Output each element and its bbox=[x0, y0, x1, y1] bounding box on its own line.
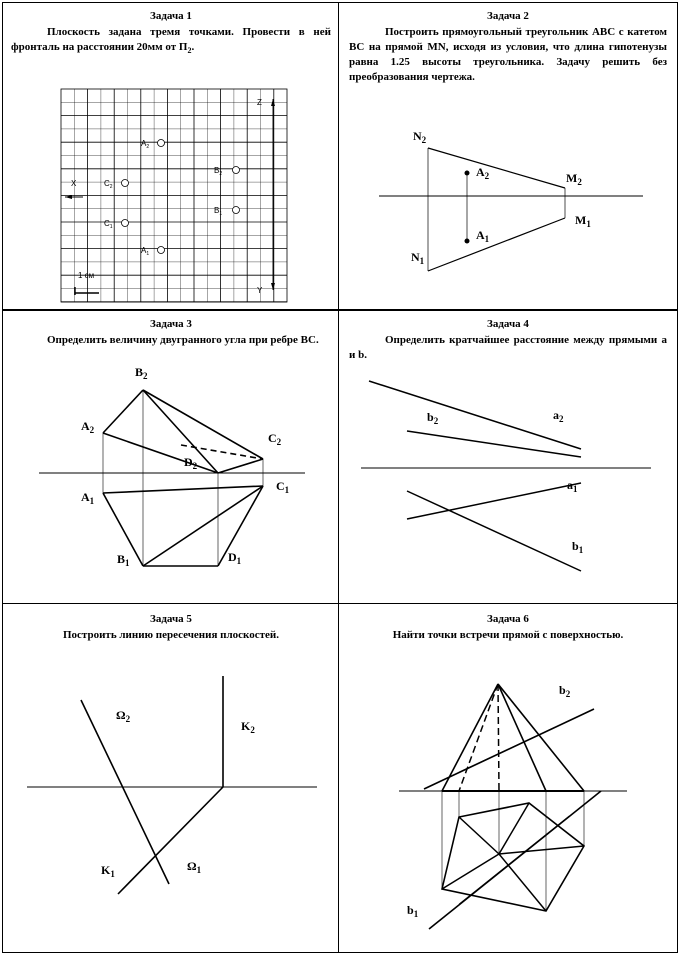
point-a2-label: A bbox=[141, 139, 147, 148]
point-b1-label: B bbox=[214, 206, 220, 215]
label-m1: M bbox=[575, 213, 587, 227]
svg-text:M1: $M_1$ bbox=[575, 213, 591, 229]
svg-text:B2: $B_2$ bbox=[214, 166, 223, 177]
svg-text:A1: $A_1$ bbox=[476, 228, 490, 244]
label-b2: B bbox=[135, 365, 144, 379]
task-3-text: Определить величину двугранного угла при ребре ВС. bbox=[47, 334, 319, 346]
label-a2: A bbox=[81, 419, 90, 433]
base-top bbox=[442, 803, 584, 911]
point-a1-label: A bbox=[141, 246, 147, 255]
task-6-cell bbox=[338, 603, 678, 953]
y-arrow bbox=[271, 283, 275, 290]
task-2-drawing bbox=[339, 3, 679, 311]
y-label: Y bbox=[257, 286, 263, 295]
task-1-title: Задача 1 bbox=[150, 10, 192, 22]
line-a1 bbox=[407, 483, 581, 519]
label-a1: A bbox=[476, 228, 485, 242]
task-5-cell bbox=[2, 603, 340, 953]
point-a1 bbox=[158, 247, 165, 254]
label-c1: C bbox=[276, 479, 285, 493]
line-n1m1 bbox=[428, 218, 565, 271]
point-a2 bbox=[465, 171, 470, 176]
label-c2: C bbox=[268, 431, 277, 445]
point-c1 bbox=[122, 220, 129, 227]
point-c2 bbox=[122, 180, 129, 187]
label-a1: a bbox=[567, 478, 573, 492]
svg-text:A2: $A_2$ bbox=[476, 165, 490, 181]
svg-text:C2: $C_2$ bbox=[104, 179, 113, 190]
label-k2: K bbox=[241, 719, 251, 733]
svg-text:A1: $A_1$ bbox=[141, 246, 150, 257]
svg-text:C1: $C_1$ bbox=[104, 219, 113, 230]
svg-text:A1: $A_1$ bbox=[81, 490, 95, 506]
task-4-drawing bbox=[339, 311, 679, 606]
svg-text:K1: $K_1$ bbox=[101, 863, 115, 879]
line-n2m2 bbox=[428, 148, 565, 188]
point-c1-label: C bbox=[104, 219, 110, 228]
task-6-drawing bbox=[339, 604, 679, 954]
label-a1: A bbox=[81, 490, 90, 504]
svg-text:B1: $B_1$ bbox=[117, 552, 130, 568]
task-1-text: Плоскость задана тремя точками. Провести в ней фронталь на расстоянии 20мм от $П_2$. bbox=[11, 26, 331, 56]
label-n1: N bbox=[411, 250, 420, 264]
task-3-title: Задача 3 bbox=[150, 318, 192, 330]
svg-text:B1: $B_1$ bbox=[214, 206, 223, 217]
line-b2 bbox=[407, 431, 581, 457]
svg-text:A2: $A_2$ bbox=[141, 139, 150, 150]
task-4-text: Определить кратчайшее расстояние между прямыми a и b. bbox=[349, 334, 667, 361]
label-omega1: Ω bbox=[187, 859, 197, 873]
svg-text:C2: $C_2$ bbox=[268, 431, 282, 447]
hidden-edge bbox=[498, 684, 499, 791]
svg-text:b1: $b_1$ bbox=[407, 903, 419, 919]
point-b2 bbox=[233, 167, 240, 174]
task-2-text: Построить прямоугольный треугольник АВС с катетом ВС на прямой MN, исходя из условия, что длина гипотенузы равна 1.25 высоты треугольника. Задачу решить без преобразования чертежа. bbox=[349, 26, 667, 83]
task-5-title: Задача 5 bbox=[150, 613, 192, 625]
label-m2: M bbox=[566, 171, 578, 185]
svg-text:C1: $C_1$ bbox=[276, 479, 290, 495]
label-d2: D bbox=[184, 455, 193, 469]
label-b1: B bbox=[117, 552, 126, 566]
point-a2 bbox=[158, 140, 165, 147]
point-c2-label: C bbox=[104, 179, 110, 188]
task-4-cell bbox=[338, 310, 678, 605]
trace-k1 bbox=[118, 787, 223, 894]
task-6-title: Задача 6 bbox=[487, 613, 529, 625]
svg-text:A2: $A_2$ bbox=[81, 419, 95, 435]
scale-label: 1 см bbox=[78, 271, 95, 280]
x-label: X bbox=[71, 179, 77, 188]
point-b2-label: B bbox=[214, 166, 220, 175]
label-b1: b bbox=[572, 539, 579, 553]
svg-text:a1: $a_1$ bbox=[567, 478, 578, 494]
task-3-cell bbox=[2, 310, 340, 605]
hidden-edge bbox=[459, 684, 498, 791]
label-b1: b bbox=[407, 903, 414, 917]
z-label: Z bbox=[257, 98, 262, 107]
line-b2 bbox=[424, 709, 594, 789]
task-1-drawing bbox=[3, 3, 341, 311]
label-omega2: Ω bbox=[116, 708, 126, 722]
grid bbox=[61, 89, 287, 302]
svg-text:N2: $N_2$ bbox=[413, 129, 427, 145]
task-5-drawing bbox=[3, 604, 341, 954]
svg-text:b2: $b_2$ bbox=[427, 410, 439, 426]
task-2-title: Задача 2 bbox=[487, 10, 529, 22]
svg-text:b2: $b_2$ bbox=[559, 683, 571, 699]
svg-text:D1: $D_1$ bbox=[228, 550, 242, 566]
task-1-cell bbox=[2, 2, 340, 310]
label-n2: N bbox=[413, 129, 422, 143]
svg-text:N1: $N_1$ bbox=[411, 250, 425, 266]
label-b2: b bbox=[427, 410, 434, 424]
svg-text:Ω2: $\Omega_2$ bbox=[116, 708, 131, 724]
svg-text:M2: $M_2$ bbox=[566, 171, 582, 187]
svg-text:D2: $D_2$ bbox=[184, 455, 198, 471]
svg-text:Ω1: $\Omega_1$ bbox=[187, 859, 202, 875]
line-a2 bbox=[369, 381, 581, 449]
svg-text:K2: $K_2$ bbox=[241, 719, 255, 735]
task-4-title: Задача 4 bbox=[487, 318, 529, 330]
label-k1: K bbox=[101, 863, 111, 877]
label-b2: b bbox=[559, 683, 566, 697]
label-a2: a bbox=[553, 408, 559, 422]
label-a2: A bbox=[476, 165, 485, 179]
z-arrow bbox=[271, 99, 275, 106]
task-5-text: Построить линию пересечения плоскостей. bbox=[62, 629, 280, 641]
svg-text:b1: $b_1$ bbox=[572, 539, 584, 555]
task-2-cell bbox=[338, 2, 678, 310]
line-b1 bbox=[407, 491, 581, 571]
label-d1: D bbox=[228, 550, 237, 564]
point-b1 bbox=[233, 207, 240, 214]
point-a1 bbox=[465, 239, 470, 244]
task-3-drawing bbox=[3, 311, 341, 606]
svg-text:B2: $B_2$ bbox=[135, 365, 148, 381]
svg-text:a2: $a_2$ bbox=[553, 408, 564, 424]
task-6-text: Найти точки встречи прямой с поверхностью. bbox=[392, 629, 624, 641]
